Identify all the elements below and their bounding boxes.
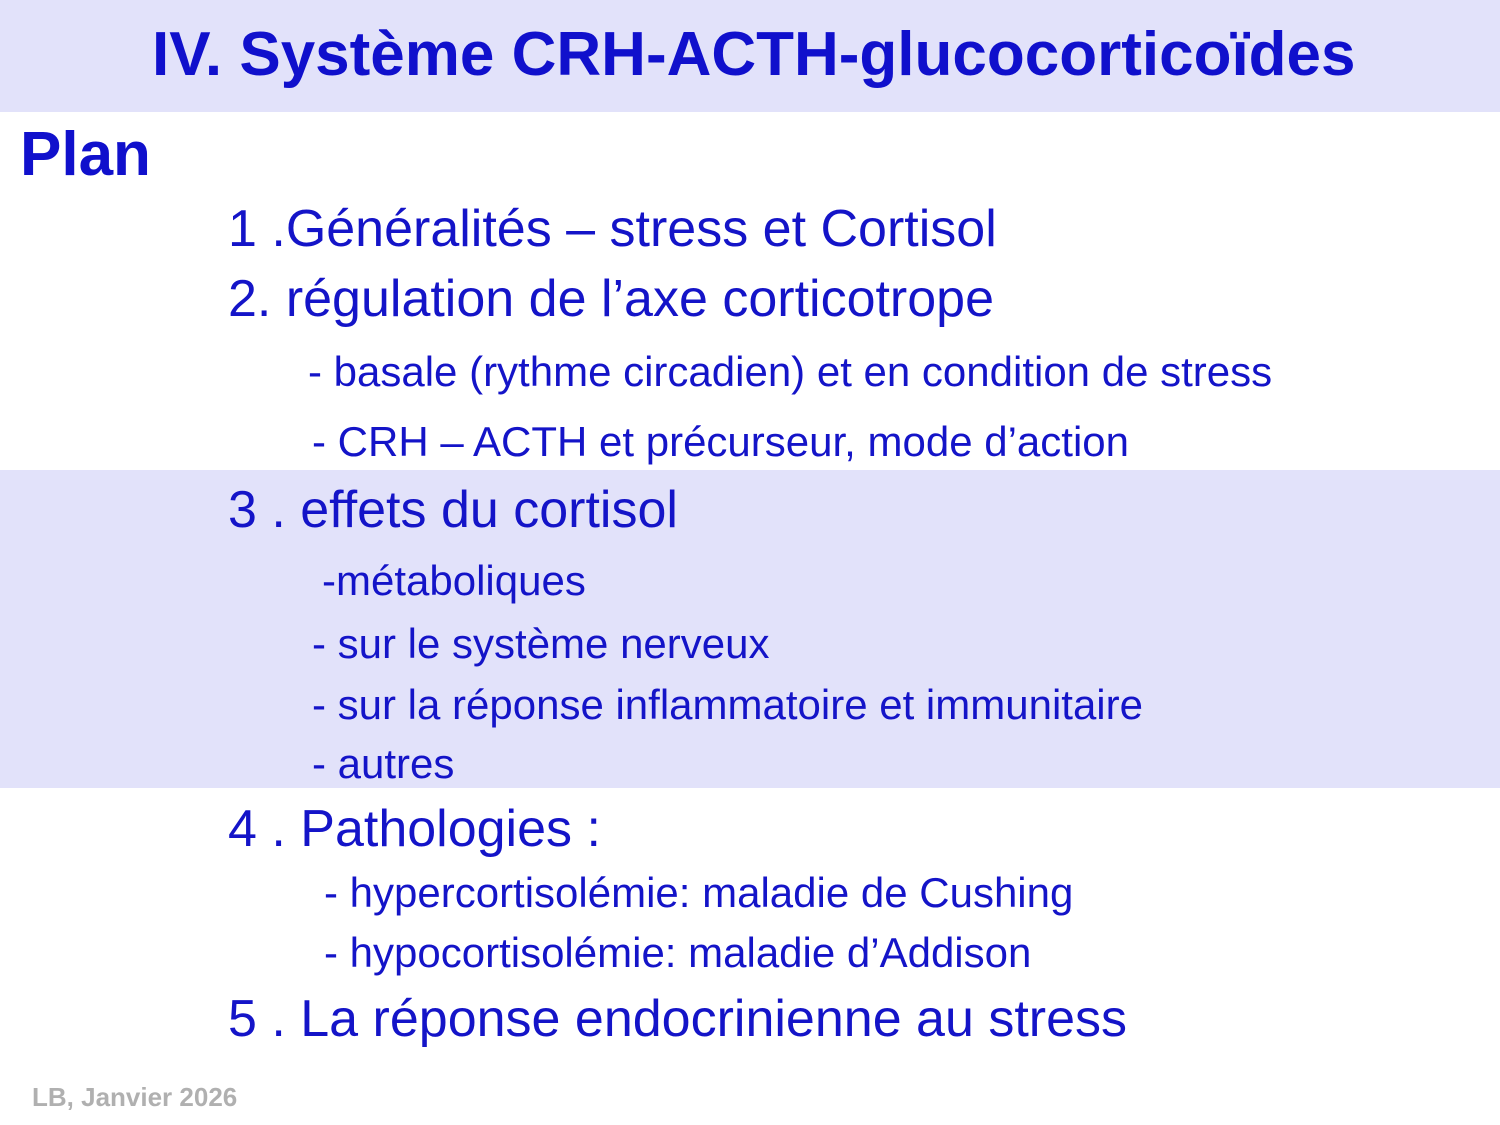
outline-item-2: 2. régulation de l’axe corticotrope <box>228 270 995 328</box>
outline-subitem-2a: - basale (rythme circadien) et en condition de stress <box>308 348 1273 395</box>
outline-item-4: 4 . Pathologies : <box>228 800 601 858</box>
outline-item-3: 3 . effets du cortisol <box>228 481 678 539</box>
plan-heading: Plan <box>20 120 151 189</box>
outline-subitem-4b: - hypocortisolémie: maladie d’Addison <box>324 929 1032 976</box>
outline-subitem-3a: -métaboliques <box>322 557 586 604</box>
outline-subitem-3b: - sur le système nerveux <box>312 620 770 667</box>
footer-credit: LB, Janvier 2026 <box>32 1082 238 1112</box>
outline-subitem-3c: - sur la réponse inflammatoire et immunitaire <box>312 681 1143 728</box>
slide-title: IV. Système CRH-ACTH-glucocorticoïdes <box>152 20 1356 89</box>
outline-item-5: 5 . La réponse endocrinienne au stress <box>228 990 1128 1048</box>
outline-subitem-2b: - CRH – ACTH et précurseur, mode d’action <box>312 418 1129 465</box>
outline-subitem-3d: - autres <box>312 740 455 787</box>
outline-item-1: 1 .Généralités – stress et Cortisol <box>228 200 997 258</box>
outline-subitem-4a: - hypercortisolémie: maladie de Cushing <box>324 869 1074 916</box>
